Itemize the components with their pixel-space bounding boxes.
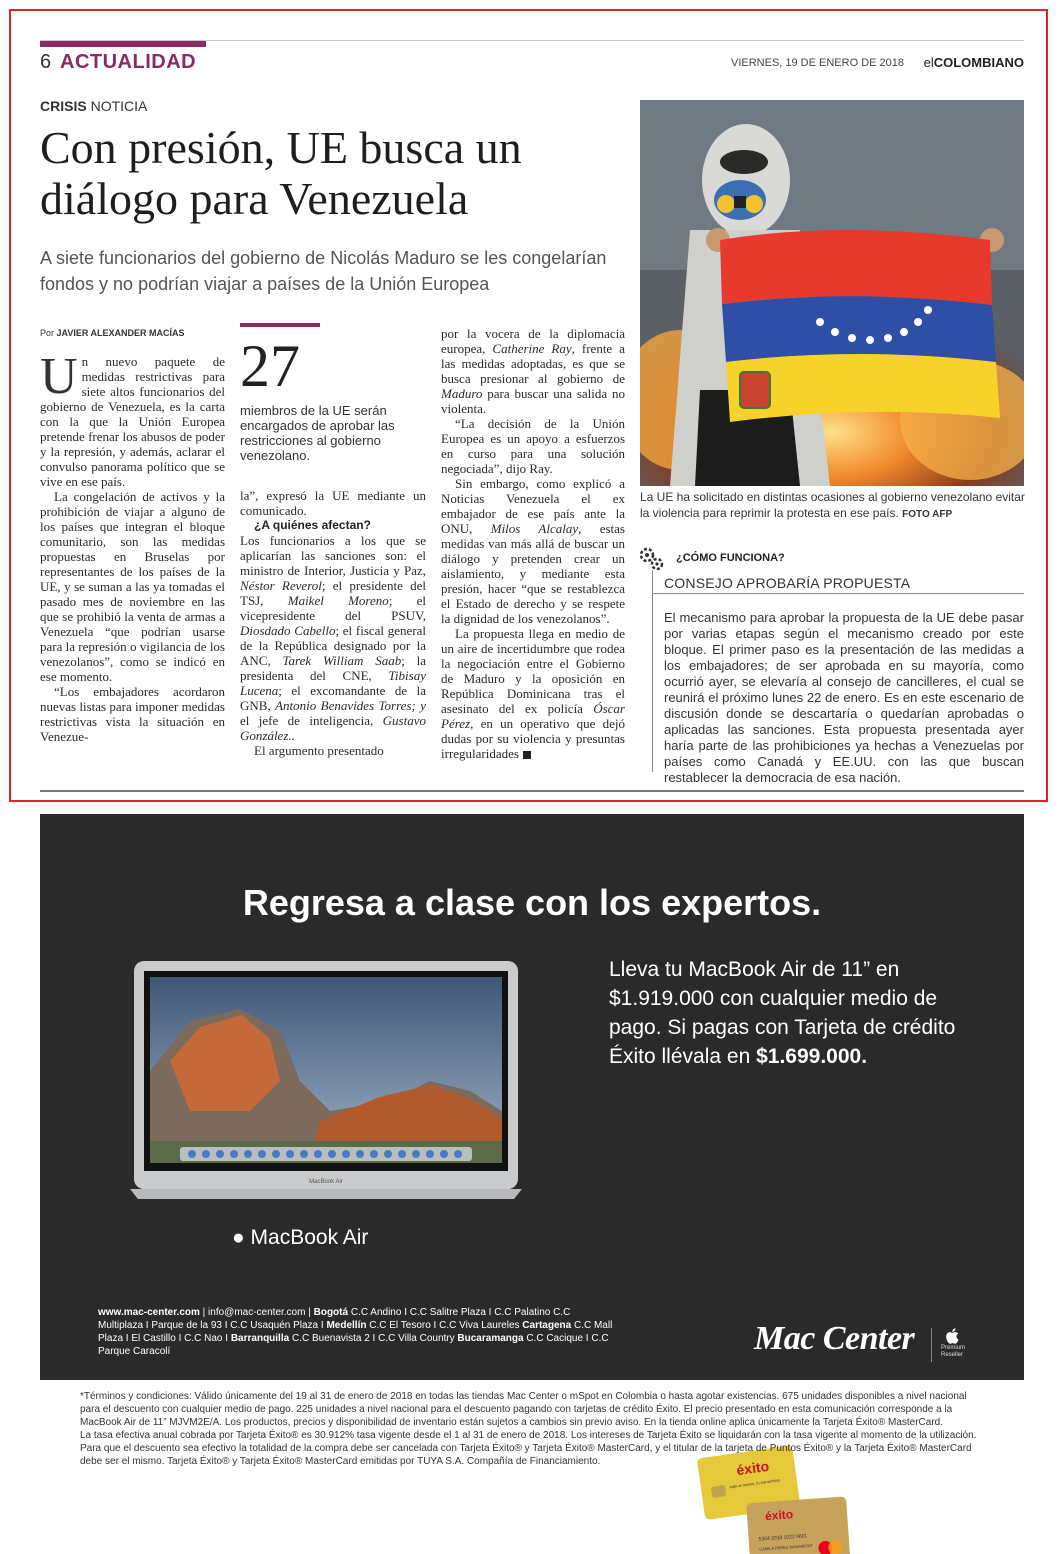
how-it-works-label: ¿CÓMO FUNCIONA? — [676, 552, 785, 564]
store-locations: C.C El Tesoro I C.C Viva Laureles — [366, 1320, 523, 1331]
byline-prefix: Por — [40, 328, 57, 338]
store-locations: C.C Cacique I C.C Parque Caracolí — [98, 1333, 609, 1357]
macbook-air-illustration — [130, 961, 522, 1201]
store-locations: C.C Mall Plaza I El Castillo I C.C Nao I — [98, 1320, 613, 1344]
text-run: ; el excomandante de la GNB, — [240, 683, 426, 713]
apple-logo-icon: ● — [232, 1226, 245, 1249]
pullquote-number: 27 — [240, 333, 300, 399]
person-name: Óscar Pérez, — [441, 701, 625, 731]
newspaper-name — [924, 55, 1024, 70]
article-lede: A siete funcionarios del gobierno de Nicolás Maduro se les congelarían fondos y no podrían viajar a países de la Unión Europea — [40, 248, 607, 294]
protester-flag-illustration — [640, 100, 1024, 486]
text-run: por la vocera de la diplomacia europea, — [441, 326, 625, 356]
drop-cap: U — [40, 348, 78, 405]
store-email: | info@mac-center.com | — [199, 1307, 314, 1318]
person-name: Maikel Moreno — [287, 593, 389, 608]
store-city: Bucaramanga — [457, 1333, 524, 1344]
section-color-bar — [40, 41, 206, 47]
person-name: Diosdado Cabello — [240, 623, 336, 638]
store-list — [98, 1306, 618, 1358]
end-of-article-icon — [523, 751, 531, 759]
product-name: MacBook Air — [250, 1226, 369, 1249]
gears-icon — [638, 545, 666, 573]
paragraph: “Los embajadores acordaron nuevas listas para imponer medidas restrictivas vista la situación en Venezue- — [40, 684, 225, 744]
offer-text — [609, 955, 969, 1071]
card-number: 5304 2018 1022 6601 — [758, 1533, 808, 1543]
protest-photo — [640, 100, 1024, 486]
person-name: Antonio Benavides Torres; y — [275, 698, 427, 713]
text-run: ; el presidente del TSJ, — [240, 578, 426, 608]
text-run: Sin embargo, como explicó a Noticias Venezuela el ex embajador de ese país ante la ONU, — [441, 476, 625, 536]
store-city: Bogotá — [313, 1307, 349, 1318]
how-it-works-text: El mecanismo para aprobar la propuesta de la UE debe pasar por varias etapas según el mecanismo creado por este bloque. El primer paso es la presentación de las medidas a los embajadores; de ser aprobada en su mayoría, como ocurrió ayer, se elevaría al consejo de cancilleres, el cual se reunirá el próximo lunes 22 de enero. Es en este escenario de discusión donde se descartaría o quedarían aprobadas o aplicadas las sanciones. Esta propuesta presentada ayer haría parte de las prohibiciones ya hechas a Venezuelas por países como Canadá y EE.UU. con las que buscan restablecer la democracia de esa nación. — [664, 610, 1024, 785]
article-kicker — [40, 98, 147, 114]
byline — [40, 328, 185, 338]
photo-caption — [640, 489, 1026, 523]
card-brand: éxito — [735, 1457, 770, 1479]
byline-author: JAVIER ALEXANDER MACÍAS — [56, 328, 185, 338]
how-it-works-title-rule — [652, 593, 1024, 594]
card-tagline: todo al mismo, lo encuentras — [729, 1477, 781, 1490]
terms-paragraph: La tasa efectiva anual cobrada por Tarjeta Éxito® es 30.912% tasa vigente desde el 1 al 31 de enero de 2018. Los intereses de Tarjeta Éxito se liquidarán con la tasa vigente al momento de la utilización. Para que el descuento sea efectivo la totalidad de la compra debe ser cancelada con Tarjeta Éxito® y Tarjeta Éxito® MasterCard, y el titular de la tarjeta de Puntos Éxito® y la Tarjeta Éxito® MasterCard debe ser el mismo. Tarjeta Éxito® y Tarjeta Éxito® MasterCard emitidas por TUYA S.A. Compañía de Financiamiento. — [80, 1430, 977, 1467]
text-run: ; el fiscal general de la República designado por la ANC, — [240, 623, 426, 668]
terms-paragraph: *Términos y condiciones: Válido únicamente del 19 al 31 de enero de 2018 en todas las tiendas Mac Center o mSpot en Colombia o hasta agotar existencias. 675 unidades disponibles a nivel nacional para el descuento con cualquier medio de pago. 225 unidades a nivel nacional para el descuento pagando con tarjetas de crédito Éxito. El precio presentado en esta comunicación corresponde a la MacBook Air de 11” MJVM2E/A. Los productos, precios y disponibilidad de inventario están sujetos a cambios sin previo aviso. En la tienda online aplica únicamente la Tarjeta Éxito® MasterCard. — [80, 1391, 967, 1428]
issue-date: VIERNES, 19 DE ENERO DE 2018 — [730, 57, 904, 69]
apple-icon — [946, 1328, 960, 1344]
person-name: Milos Alcalay — [490, 521, 579, 536]
store-locations: C.C Buenavista 2 I C.C Villa Country — [289, 1333, 458, 1344]
article-column-2 — [240, 488, 426, 758]
person-name: Catherine Ray — [492, 341, 572, 356]
card-holder: CAMILA PEREZ MANAMONT — [759, 1542, 813, 1552]
person-name: Tarek William Saab — [282, 653, 402, 668]
text-run: , frente a las medidas adoptadas, es que se busca presionar al gobierno de — [441, 341, 625, 386]
paragraph-text: n nuevo paquete de medidas restrictivas para siete altos funcionarios del gobierno de Venezuela, es la carta con la que la Unión Europea pretende frenar los abusos de poder y la represión, y además, aclarar el convulso panorama político que se vive en ese país. — [40, 354, 225, 489]
article-headline: Con presión, UE busca un diálogo para Venezuela — [40, 122, 522, 224]
offer-body: Lleva tu MacBook Air de 11” en $1.919.000 con cualquier medio de pago. Si pagas con Tarjeta de crédito Éxito llévala en — [609, 958, 956, 1068]
paragraph — [40, 348, 225, 489]
article-column-3 — [441, 326, 625, 761]
logo-separator — [931, 1328, 932, 1362]
paragraph — [441, 326, 625, 416]
store-city: Cartagena — [522, 1320, 572, 1331]
how-it-works-rule — [652, 570, 653, 772]
text-run: en un operativo que dejó dudas por su violencia y presuntas irregularidades — [441, 716, 625, 761]
paragraph — [441, 476, 625, 626]
article-bottom-rule — [40, 790, 1024, 792]
photo-credit: FOTO AFP — [902, 509, 953, 520]
paragraph: la”, expresó la UE mediante un comunicado. — [240, 488, 426, 518]
text-run: el jefe de inteligencia, — [240, 713, 383, 728]
text-run: La propuesta llega en medio de un aire de incertidumbre que rodea la negociación entre el Gobierno de Maduro y la oposición en República Dominicana tras el asesinato del ex policía — [441, 626, 625, 716]
pullquote-text: miembros de la UE serán encargados de aprobar las restricciones al gobierno venezolano. — [240, 403, 395, 463]
newspaper-prefix: el — [923, 55, 934, 70]
article-column-1 — [40, 348, 225, 744]
subhead: ¿A quiénes afectan? — [254, 518, 371, 532]
paragraph: La congelación de activos y la prohibición de viajar a alguno de los países que integran el bloque comunitario, son las medidas propuestas en Bruselas por representantes de los países de la UE, y se suman a las ya tomadas el pasado mes de noviembre en las que se prohibió la venta de armas a Venezuela “que podrían usarse para la represión o vigilancia de los venezolanos”, como se indicó en ese momento. — [40, 489, 225, 684]
kicker-type: NOTICIA — [86, 98, 148, 114]
screen-bezel-label: MacBook Air — [309, 1179, 343, 1185]
ad-headline: Regresa a clase con los expertos. — [242, 882, 822, 923]
paragraph — [441, 626, 625, 761]
text-run: ; la presidenta del CNE, — [240, 653, 426, 683]
kicker-topic: CRISIS — [40, 98, 87, 114]
paragraph — [240, 533, 426, 743]
section-name: ACTUALIDAD — [60, 51, 197, 73]
text-run: para buscar una salida no violenta. — [441, 386, 625, 416]
terms-and-conditions — [80, 1390, 980, 1468]
store-locations: C.C Andino I C.C Salitre Plaza I C.C Palatino C.C Multiplaza I Parque de la 93 I C.C Usaquén Plaza I — [98, 1307, 571, 1331]
page-number: 6 — [40, 51, 52, 73]
text-run: Los funcionarios a los que se aplicarían las sanciones son: el ministro de Interior, Justicia y Paz, — [240, 533, 426, 578]
store-website[interactable]: www.mac-center.com — [98, 1307, 200, 1318]
pullquote-bar — [240, 323, 320, 327]
caption-text: La UE ha solicitado en distintas ocasiones al gobierno venezolano evitar la violencia para reprimir la protesta en ese país. — [640, 490, 1025, 520]
macbook-air-label — [232, 1226, 368, 1250]
offer-price: $1.699.000. — [756, 1045, 868, 1068]
text-run: , estas medidas van más allá de buscar un diálogo y pretenden crear un aislamiento, y mediante esta presión, hacer “que se restablezca el Estado de derecho y se respete la dignidad de los venezolanos”. — [441, 521, 625, 626]
person-name: Gustavo González.. — [240, 713, 426, 743]
card-brand-2: éxito — [764, 1507, 794, 1524]
mac-center-logo: Mac Center — [754, 1320, 915, 1357]
newspaper-title: COLOMBIANO — [933, 55, 1024, 70]
how-it-works-title: CONSEJO APROBARÍA PROPUESTA — [664, 575, 911, 591]
premium-reseller-label: Premium Reseller — [941, 1345, 966, 1358]
person-name: Maduro — [441, 386, 483, 401]
text-run: ; el vicepresidente del PSUV, — [240, 593, 426, 623]
paragraph: El argumento presentado — [254, 743, 384, 758]
store-city: Barranquilla — [230, 1333, 290, 1344]
store-city: Medellín — [326, 1320, 367, 1331]
person-name: Néstor Reverol — [240, 578, 322, 593]
paragraph: “La decisión de la Unión Europea es un apoyo a esfuerzos en curso para una solución negociada”, dijo Ray. — [441, 416, 625, 476]
person-name: Tibisay Lucena — [240, 668, 426, 698]
